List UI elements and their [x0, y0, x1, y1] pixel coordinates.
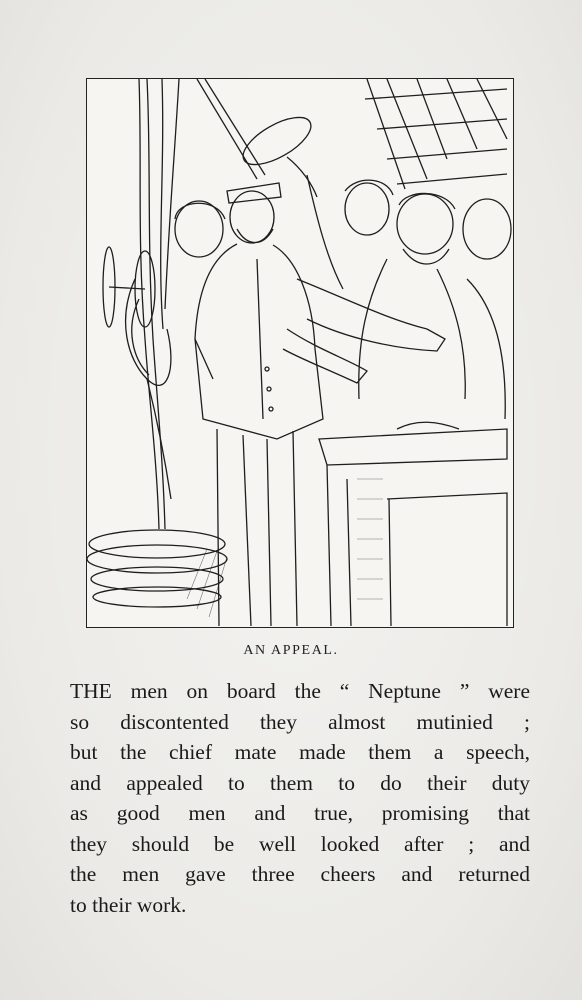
paragraph-line: and appealed to them to do their duty — [70, 770, 530, 795]
paragraph-line: THE men on board the “ Neptune ” were — [70, 679, 530, 703]
paragraph-line: as good men and true, promising that — [70, 801, 530, 825]
paragraph-line: but the chief mate made them a speech, — [70, 740, 530, 764]
illustration-plate — [86, 78, 514, 628]
paragraph-line: to their work. — [70, 892, 187, 917]
paragraph-line: the men gave three cheers and returned — [70, 862, 530, 886]
paragraph-line: so discontented they almost mutinied ; — [70, 709, 530, 734]
paragraph-line: they should be well looked after ; and — [70, 831, 530, 856]
illustration-caption: AN APPEAL. — [243, 643, 339, 658]
story-paragraph — [70, 676, 530, 920]
ship-deck-engraving — [87, 79, 512, 626]
